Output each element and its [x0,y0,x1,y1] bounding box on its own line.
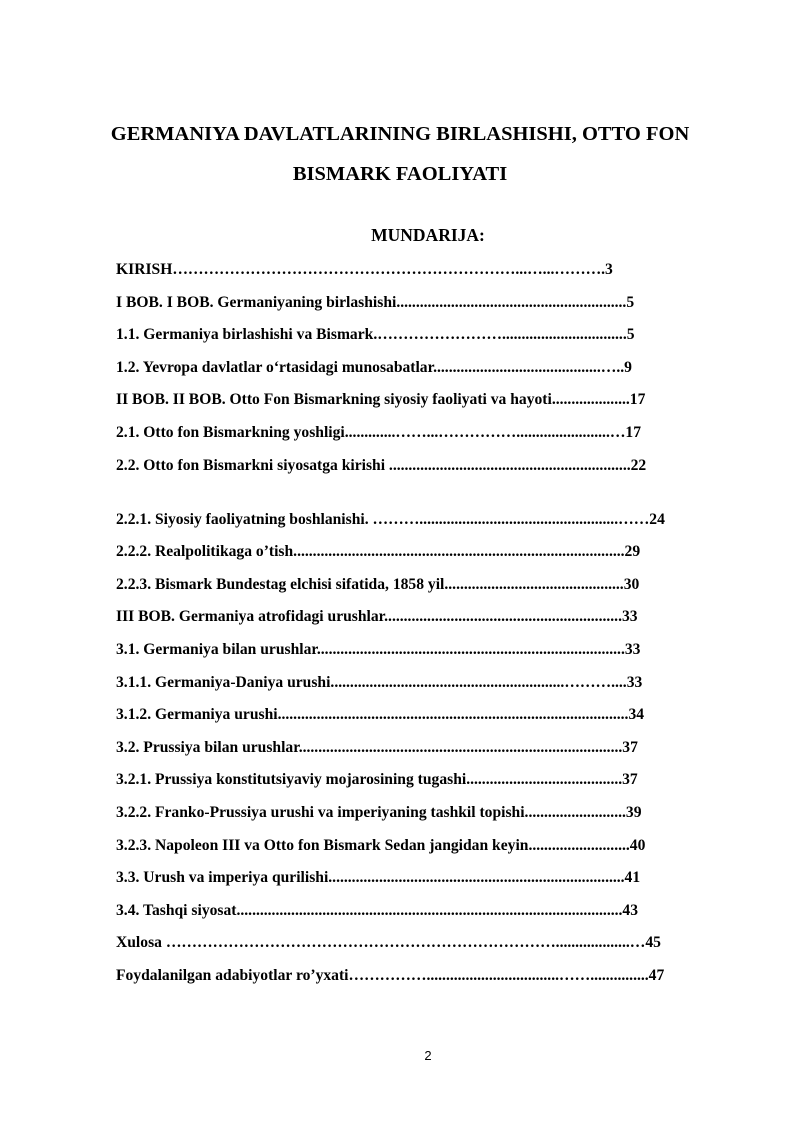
toc-entry: 2.2. Otto fon Bismarkni siyosatga kirishi ..............................................................22 [116,456,647,474]
toc-entry: Foydalanilgan adabiyotlar ro’yxati……………..................................……...............47 [116,966,665,984]
toc-entry: 2.2.3. Bismark Bundestag elchisi sifatida, 1858 yil..............................................30 [116,575,640,593]
toc-entry: 3.2.2. Franko-Prussiya urushi va imperiyaning tashkil topishi..........................39 [116,803,642,821]
title-line-1: GERMANIYA DAVLATLARINING BIRLASHISHI, OTTO FON [110,123,690,145]
toc-entry: III BOB. Germaniya atrofidagi urushlar.............................................................33 [116,608,638,626]
toc-entry: 2.2.1. Siyosiy faoliyatning boshlanishi. ………...................................................……24 [116,510,665,528]
toc-entry: 3.1.1. Germaniya-Daniya urushi............................................................………....33 [116,673,643,691]
toc-entry: 3.2.3. Napoleon III va Otto fon Bismark Sedan jangidan keyin..........................40 [116,836,646,854]
toc-entry: 3.2. Prussiya bilan urushlar...................................................................................37 [116,738,638,756]
toc-entry: 2.1. Otto fon Bismarkning yoshligi.............……...……………........................…17 [116,423,642,441]
toc-entry: I BOB. I BOB. Germaniyaning birlashishi...........................................................5 [116,293,635,311]
toc-entry: 1.1. Germaniya birlashishi va Bismark.……………………................................5 [116,326,635,344]
toc-entry: 3.1. Germaniya bilan urushlar...............................................................................33 [116,640,641,658]
toc-entry: 3.1.2. Germaniya urushi..........................................................................................34 [116,706,645,724]
toc-entry: 3.2.1. Prussiya konstitutsiyaviy mojarosining tugashi........................................37 [116,771,638,789]
toc-entry: Xulosa …………………………………………………………………...................…45 [116,934,661,952]
toc-entry: II BOB. II BOB. Otto Fon Bismarkning siyosiy faoliyati va hayoti....................17 [116,391,646,409]
title-line-2: BISMARK FAOLIYATI [292,163,508,185]
table-of-contents [116,256,742,994]
toc-entry: 3.3. Urush va imperiya qurilishi............................................................................41 [116,869,641,887]
toc-entry: 1.2. Yevropa davlatlar o‘rtasidagi munosabatlar...........................................…..9 [116,358,632,376]
toc-heading: MUNDARIJA: [371,225,485,245]
toc-entry: 2.2.2. Realpolitikaga o’tish.....................................................................................29 [116,543,641,561]
document-title [0,114,800,194]
page-number: 2 [424,1048,432,1063]
toc-entry: KIRISH…………………………………………………………...…...……….3 [116,261,613,278]
toc-entry: 3.4. Tashqi siyosat...................................................................................................43 [116,901,639,919]
